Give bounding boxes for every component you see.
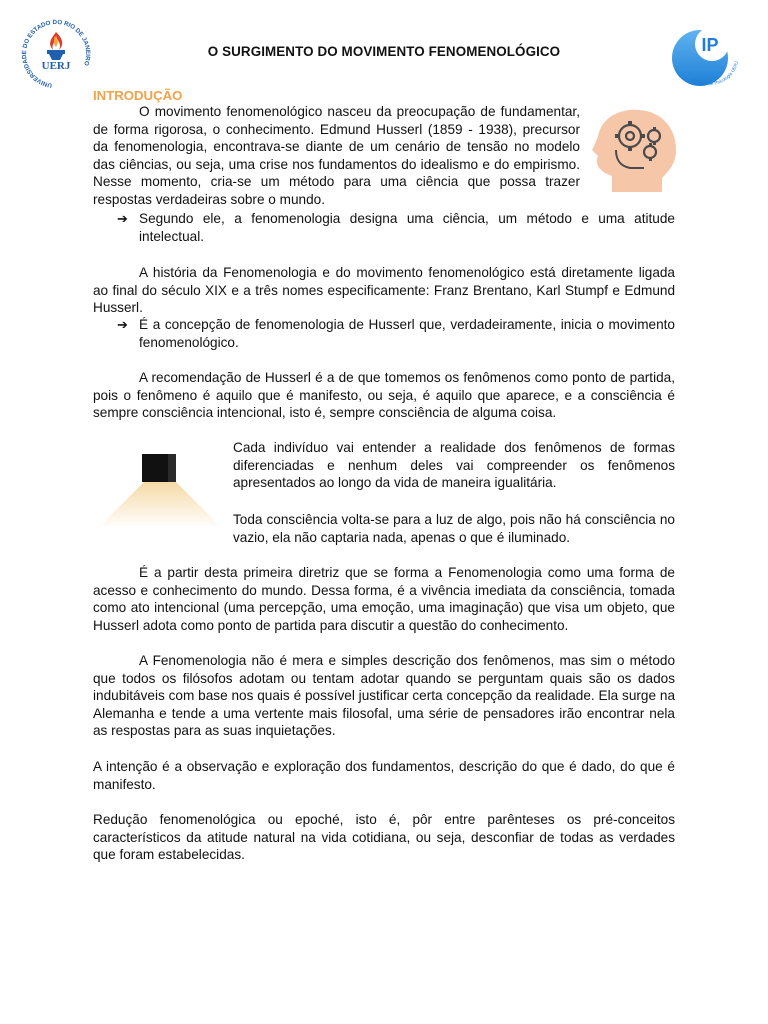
paragraph-9: Redução fenomenológica ou epoché, isto é, pôr entre parênteses os pré-conceitos característicos da atitude natural na vida cotidiana, ou seja, desconfiar de todas as verdades que foram estabelecidas. — [93, 812, 675, 863]
page-title: O SURGIMENTO DO MOVIMENTO FENOMENOLÓGICO — [207, 44, 561, 59]
head-with-gears-icon — [592, 106, 678, 200]
ip-logo-name: IP — [701, 35, 719, 55]
paragraph-2: A história da Fenomenologia e do movimento fenomenológico está diretamente ligada ao final do século XIX e a três nomes especificamente: Franz Brentano, Karl Stumpf e Edmund Husserl. — [93, 265, 675, 316]
paragraph-3: A recomendação de Husserl é a de que tomemos os fenômenos como ponto de partida, pois o fenômeno é aquilo que é manifesto, ou seja, é aquilo que aparece, e a consciência é sempre consciência intencional, isto é, sempre consciência de alguma coisa. — [93, 370, 675, 421]
lamp-light-icon — [98, 442, 222, 530]
ip-ring-text: Instituto de Psicologia UERJ — [691, 60, 740, 87]
uerj-logo-name: UERJ — [41, 60, 71, 72]
bullet-item-2 — [117, 316, 675, 351]
arrow-bullet-icon: ➔ — [117, 317, 128, 332]
paragraph-8: A intenção é a observação e exploração dos fundamentos, descrição do que é dado, do que é manifesto. — [93, 759, 675, 792]
paragraph-4: Cada indivíduo vai entender a realidade dos fenômenos de formas diferenciadas e nenhum deles vai compreender os fenômenos apresentados ao longo da vida de maneira igualitária. — [233, 440, 675, 491]
paragraph-7: A Fenomenologia não é mera e simples descrição dos fenômenos, mas sim o método que todos os filósofos adotam ou tentam adotar quando se perguntam quais são os dados indubitáveis com base nos quais é possível justificar certa concepção da realidade. Ela surge na Alemanha e tende a uma vertente mais filosofal, uma série de pensadores irão encontrar nela as respostas para as suas inquietações. — [93, 653, 675, 739]
bullet-text-2: É a concepção de fenomenologia de Husserl que, verdadeiramente, inicia o movimento fenomenológico. — [139, 317, 675, 350]
paragraph-6: É a partir desta primeira diretriz que se forma a Fenomenologia como uma forma de acesso e conhecimento do mundo. Dessa forma, é a vivência imediata da consciência, tomada como ato intencional (uma percepção, uma emoção, uma imaginação) que visa um objeto, que Husserl adota como ponto de partida para discutir a questão do conhecimento. — [93, 565, 675, 633]
bullet-item-1 — [117, 210, 675, 245]
arrow-bullet-icon: ➔ — [117, 211, 128, 226]
paragraph-1: O movimento fenomenológico nasceu da preocupação de fundamentar, de forma rigorosa, o conhecimento. Edmund Husserl (1859 - 1938), precursor da fenomenologia, encontrava-se diante de um cenário de tensão no modelo das ciências, ou seja, uma crise nos fundamentos do idealismo e do empirismo. Nesse momento, cria-se um método para uma ciência que possa trazer respostas verdadeiras sobre o mundo. — [93, 104, 580, 207]
paragraph-5: Toda consciência volta-se para a luz de algo, pois não há consciência no vazio, ela não captaria nada, apenas o que é iluminado. — [233, 512, 675, 545]
uerj-ring-text: UNIVERSIDADE DO ESTADO DO RIO DE JANEIRO — [20, 18, 92, 89]
section-heading: INTRODUÇÃO — [93, 88, 183, 103]
bullet-text-1: Segundo ele, a fenomenologia designa uma ciência, um método e uma atitude intelectual. — [139, 211, 675, 244]
